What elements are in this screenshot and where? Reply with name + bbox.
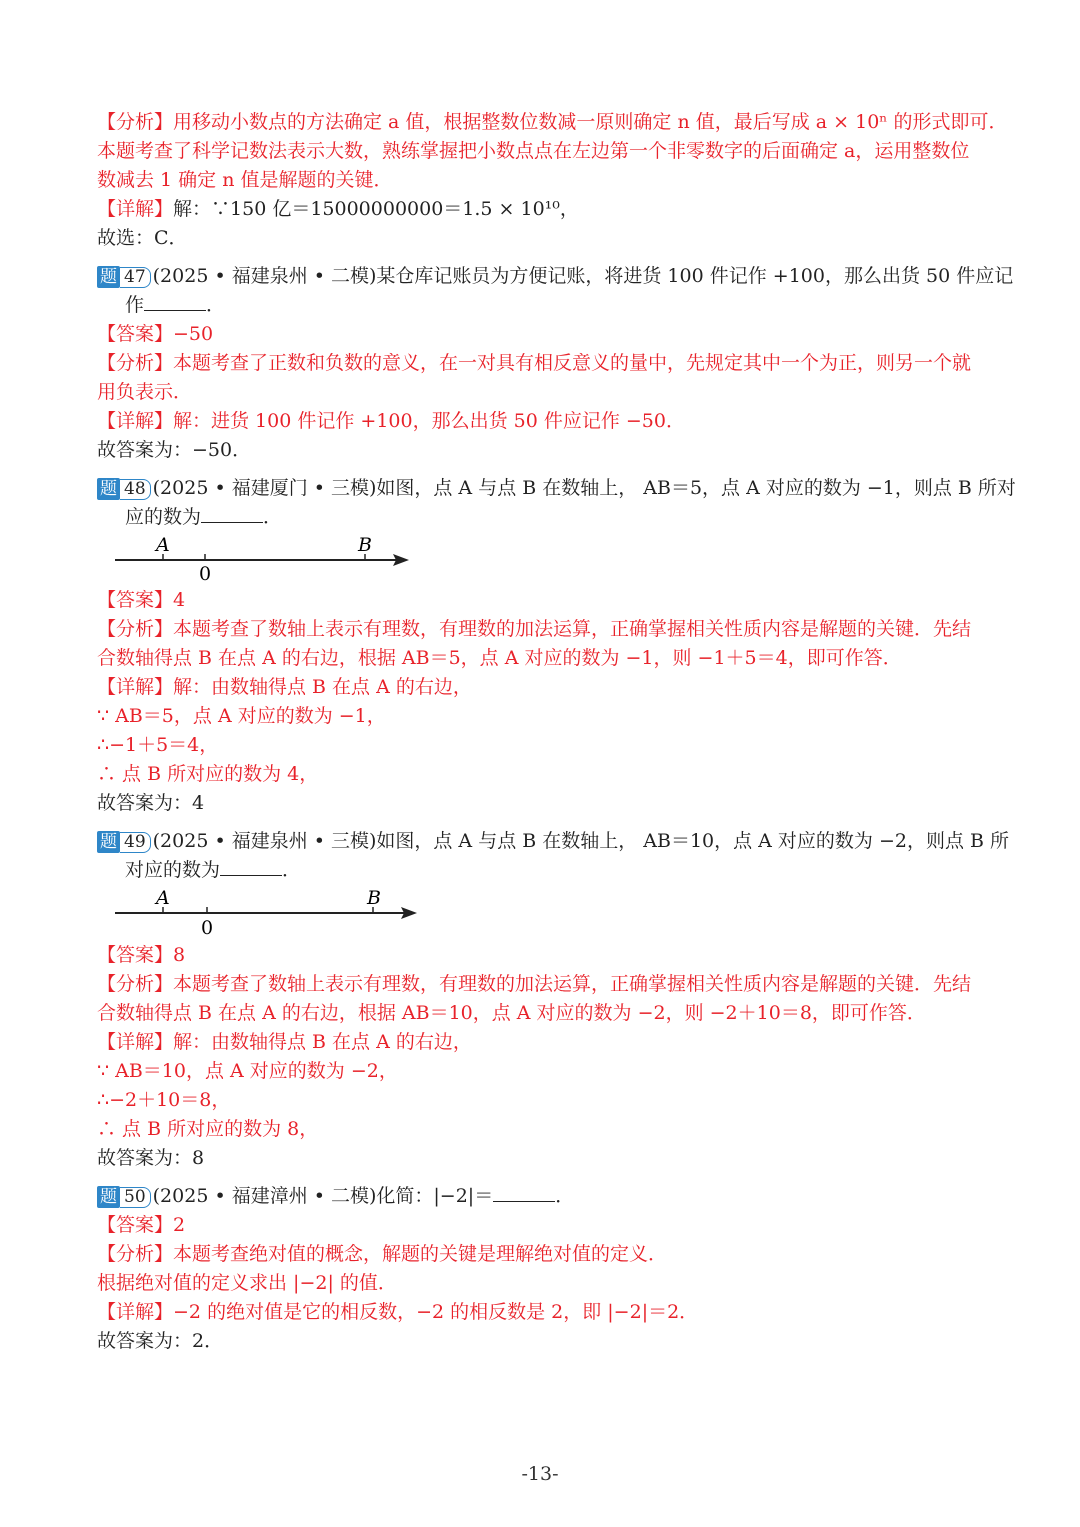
detail-line: ∴ 点 B 所对应的数为 4， <box>97 763 319 785</box>
question-50 <box>97 1182 987 1356</box>
final-answer: 故答案为：2． <box>97 1330 224 1352</box>
answer-blank <box>220 857 282 876</box>
answer-value: 8 <box>173 944 186 966</box>
detail-tag: 【详解】 <box>97 198 174 220</box>
question-stem: 作 ． <box>125 294 226 316</box>
question-badge: 题 48 <box>97 478 151 500</box>
analysis-tag: 【分析】 <box>97 111 174 133</box>
detail-line: 【详解】解：由数轴得点 B 在点 A 的右边， <box>97 1031 472 1053</box>
analysis-line: 【分析】本题考查绝对值的概念，解题的关键是理解绝对值的定义． <box>97 1243 668 1265</box>
analysis-line: 合数轴得点 B 在点 A 的右边，根据 AB＝5，点 A 对应的数为 −1，则 −1＋5＝4，即可作答． <box>97 647 902 669</box>
label-a: A <box>156 534 170 556</box>
question-stem: 题 50 (2025 • 福建漳州 • 二模)化简：|−2|＝ ． <box>97 1182 987 1211</box>
final-answer: 故答案为：4 <box>97 792 205 814</box>
question-stem: 题 49 (2025 • 福建泉州 • 三模)如图，点 A 与点 B 在数轴上， AB＝10，点 A 对应的数为 −2，则点 B 所 <box>97 827 987 856</box>
analysis-line: 【分析】用移动小数点的方法确定 a 值，根据整数位数减一原则确定 n 值，最后写成 a × 10ⁿ 的形式即可． <box>97 111 1008 133</box>
detail-line: 【详解】解：∵150 亿＝15000000000＝1.5 × 10¹⁰， <box>97 198 579 220</box>
final-answer: 故答案为：8 <box>97 1147 205 1169</box>
answer-value: 2 <box>173 1214 186 1236</box>
detail-line: 【详解】解：由数轴得点 B 在点 A 的右边， <box>97 676 472 698</box>
detail-line: ∵ AB＝5，点 A 对应的数为 −1， <box>97 705 386 727</box>
question-49 <box>97 827 1010 1173</box>
analysis-line: 【分析】本题考查了正数和负数的意义，在一对具有相反意义的量中，先规定其中一个为正，则另一个就 <box>97 352 972 374</box>
page-number: -13- <box>521 1463 559 1485</box>
content-area <box>97 108 1016 1356</box>
detail-line: ∴ 点 B 所对应的数为 8， <box>97 1118 319 1140</box>
question-48 <box>97 474 1016 818</box>
label-b: B <box>367 887 381 909</box>
answer-line: 【答案】2 <box>97 1214 186 1236</box>
answer-line: 【答案】4 <box>97 589 186 611</box>
question-stem: 对应的数为 ． <box>125 859 302 881</box>
number-line-figure <box>113 534 413 582</box>
question-stem: 题 48 (2025 • 福建厦门 • 三模)如图，点 A 与点 B 在数轴上， AB＝5，点 A 对应的数为 −1，则点 B 所对 <box>97 474 987 503</box>
analysis-line: 【分析】本题考查了数轴上表示有理数，有理数的加法运算，正确掌握相关性质内容是解题的关键．先结 <box>97 973 972 995</box>
answer-line: 【答案】8 <box>97 944 186 966</box>
question-badge: 题 50 <box>97 1186 151 1208</box>
answer-blank <box>493 1183 555 1202</box>
question-stem: 应的数为 ． <box>125 506 283 528</box>
label-a: A <box>156 887 170 909</box>
answer-value: 4 <box>173 589 186 611</box>
analysis-line: 合数轴得点 B 在点 A 的右边，根据 AB＝10，点 A 对应的数为 −2，则 −2＋10＝8，即可作答． <box>97 1002 926 1024</box>
analysis-line: 根据绝对值的定义求出 |−2| 的值． <box>97 1272 397 1294</box>
question-badge: 题 47 <box>97 266 151 288</box>
number-line-figure <box>113 887 423 937</box>
question-stem: 题 47 (2025 • 福建泉州 • 二模)某仓库记账员为方便记账，将进货 100 件记作 +100，那么出货 50 件应记 <box>97 262 987 291</box>
answer-value: −50 <box>173 323 214 345</box>
detail-line: ∵ AB＝10，点 A 对应的数为 −2， <box>97 1060 398 1082</box>
analysis-line: 用负表示． <box>97 381 193 403</box>
analysis-line: 【分析】本题考查了数轴上表示有理数，有理数的加法运算，正确掌握相关性质内容是解题的关键．先结 <box>97 618 972 640</box>
label-zero: 0 <box>199 563 212 582</box>
detail-line: ∴−2＋10＝8， <box>97 1089 231 1111</box>
final-answer: 故答案为：−50． <box>97 439 252 461</box>
detail-line: 【详解】−2 的绝对值是它的相反数，−2 的相反数是 2，即 |−2|＝2． <box>97 1301 699 1323</box>
analysis-line: 数减去 1 确定 n 值是解题的关键． <box>97 169 393 191</box>
answer-line: 【答案】−50 <box>97 323 214 345</box>
detail-line: ∴−1＋5＝4， <box>97 734 219 756</box>
label-zero: 0 <box>201 917 214 937</box>
solution-46 <box>97 108 1008 253</box>
label-b: B <box>358 534 372 556</box>
detail-line: 【详解】解：进货 100 件记作 +100，那么出货 50 件应记作 −50． <box>97 410 685 432</box>
final-answer: 故选：C． <box>97 227 188 249</box>
question-47 <box>97 262 1014 465</box>
answer-blank <box>201 504 263 523</box>
analysis-line: 本题考查了科学记数法表示大数，熟练掌握把小数点点在左边第一个非零数字的后面确定 a，运用整数位 <box>97 140 970 162</box>
question-badge: 题 49 <box>97 831 151 853</box>
answer-blank <box>144 292 206 311</box>
